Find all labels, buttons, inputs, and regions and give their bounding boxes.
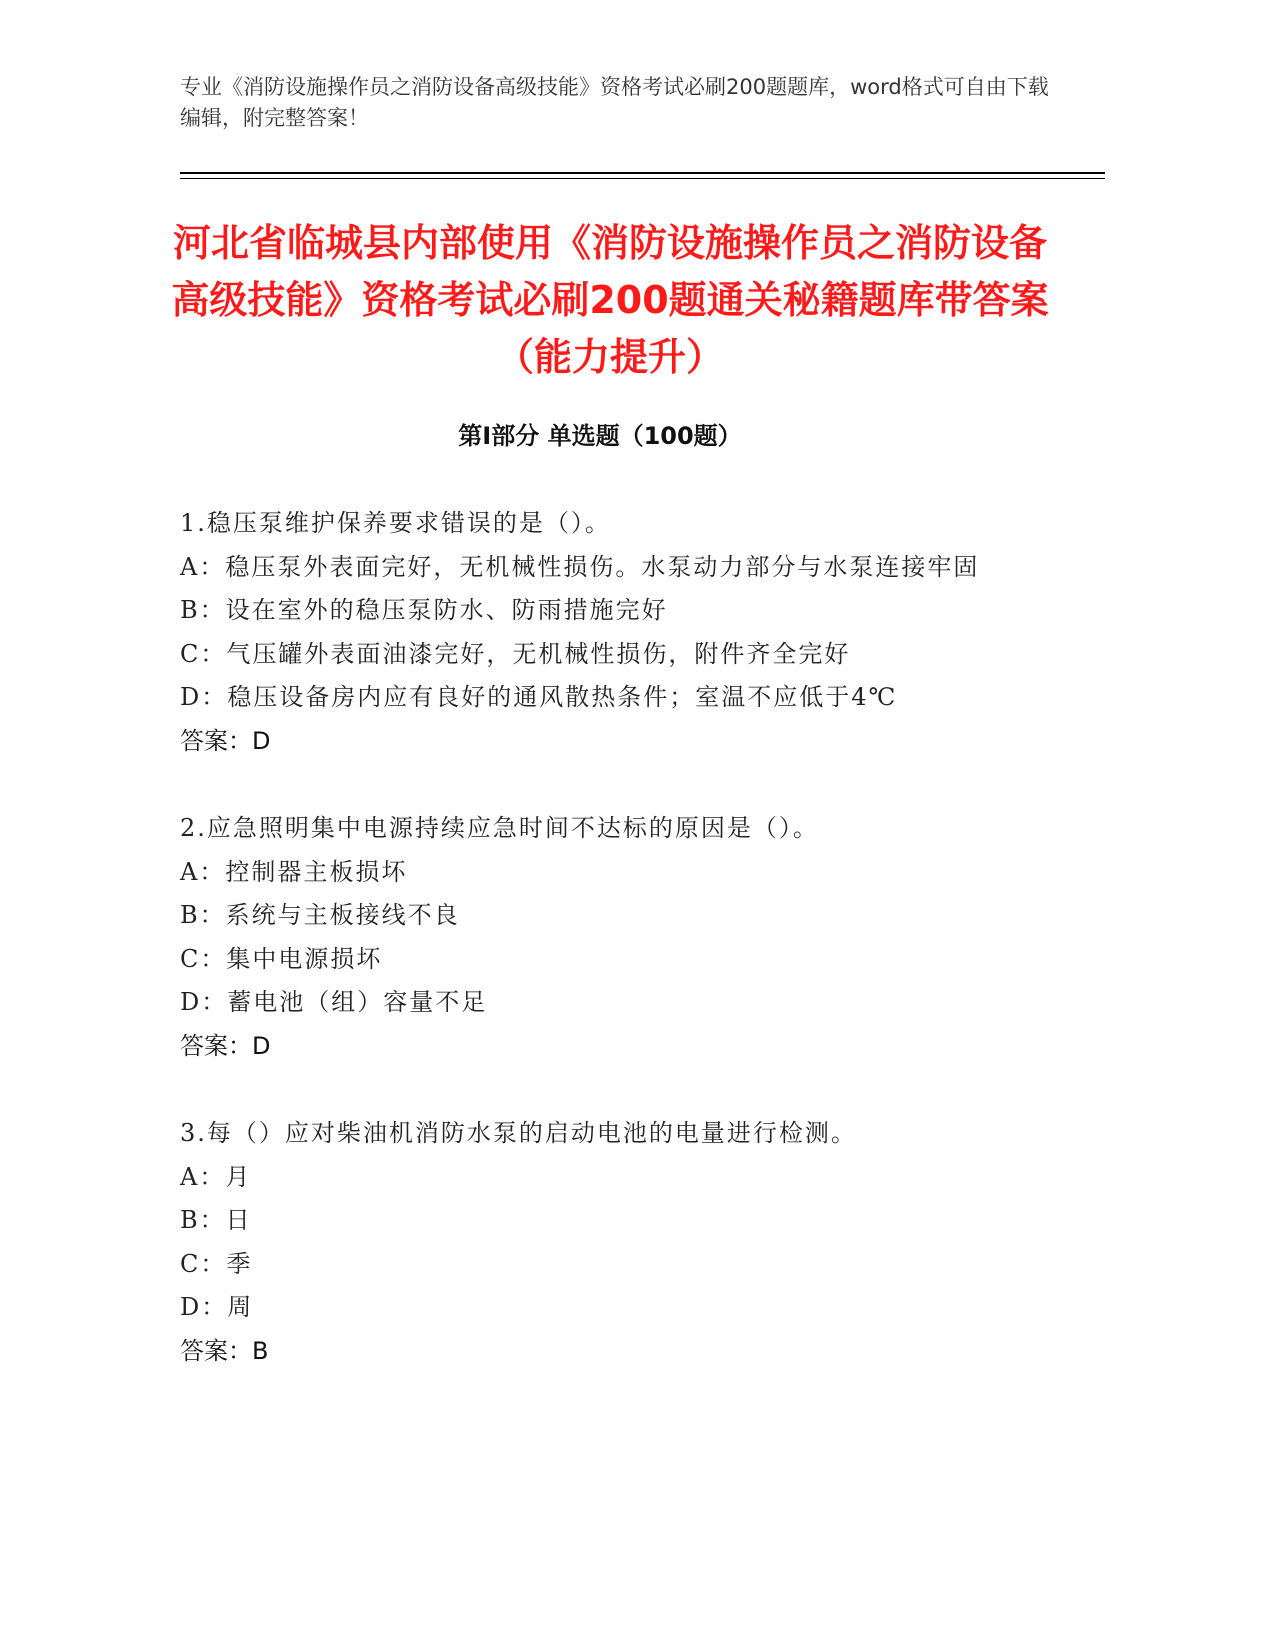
question-1 bbox=[180, 502, 1080, 763]
option-c: C：季 bbox=[180, 1249, 253, 1278]
option-d: D：稳压设备房内应有良好的通风散热条件；室温不应低于4℃ bbox=[180, 683, 898, 711]
option-a: A：稳压泵外表面完好，无机械性损伤。水泵动力部分与水泵连接牢固 bbox=[180, 552, 980, 581]
option-d: D：蓄电池（组）容量不足 bbox=[180, 988, 488, 1016]
option-b: B：日 bbox=[180, 1206, 252, 1234]
option-d: D：周 bbox=[180, 1293, 254, 1321]
answer: 答案：D bbox=[180, 1031, 271, 1060]
question-list bbox=[180, 502, 1080, 1417]
question-3 bbox=[180, 1112, 1080, 1373]
question-stem: 1.稳压泵维护保养要求错误的是（）。 bbox=[180, 509, 611, 537]
section-title: 第Ⅰ部分 单选题（100题） bbox=[458, 422, 742, 450]
option-b: B：设在室外的稳压泵防水、防雨措施完好 bbox=[180, 596, 668, 624]
question-stem: 2.应急照明集中电源持续应急时间不达标的原因是（）。 bbox=[180, 814, 819, 842]
header-note: 专业《消防设施操作员之消防设备高级技能》资格考试必刷200题题库，word格式可自由下载编辑，附完整答案！ bbox=[180, 75, 1049, 130]
option-c: C：集中电源损坏 bbox=[180, 944, 383, 973]
header-divider-thick bbox=[180, 172, 1105, 174]
option-a: A：月 bbox=[180, 1162, 252, 1191]
option-c: C：气压罐外表面油漆完好，无机械性损伤，附件齐全完好 bbox=[180, 639, 851, 668]
answer: 答案：D bbox=[180, 726, 271, 755]
question-stem: 3.每（）应对柴油机消防水泵的启动电池的电量进行检测。 bbox=[180, 1119, 857, 1147]
header-divider-thin bbox=[180, 178, 1105, 179]
document-title: 河北省临城县内部使用《消防设施操作员之消防设备高级技能》资格考试必刷200题通关秘籍题库带答案（能力提升） bbox=[171, 221, 1049, 379]
answer: 答案：B bbox=[180, 1336, 269, 1365]
question-2 bbox=[180, 807, 1080, 1068]
option-a: A：控制器主板损坏 bbox=[180, 857, 408, 886]
option-b: B：系统与主板接线不良 bbox=[180, 901, 460, 929]
